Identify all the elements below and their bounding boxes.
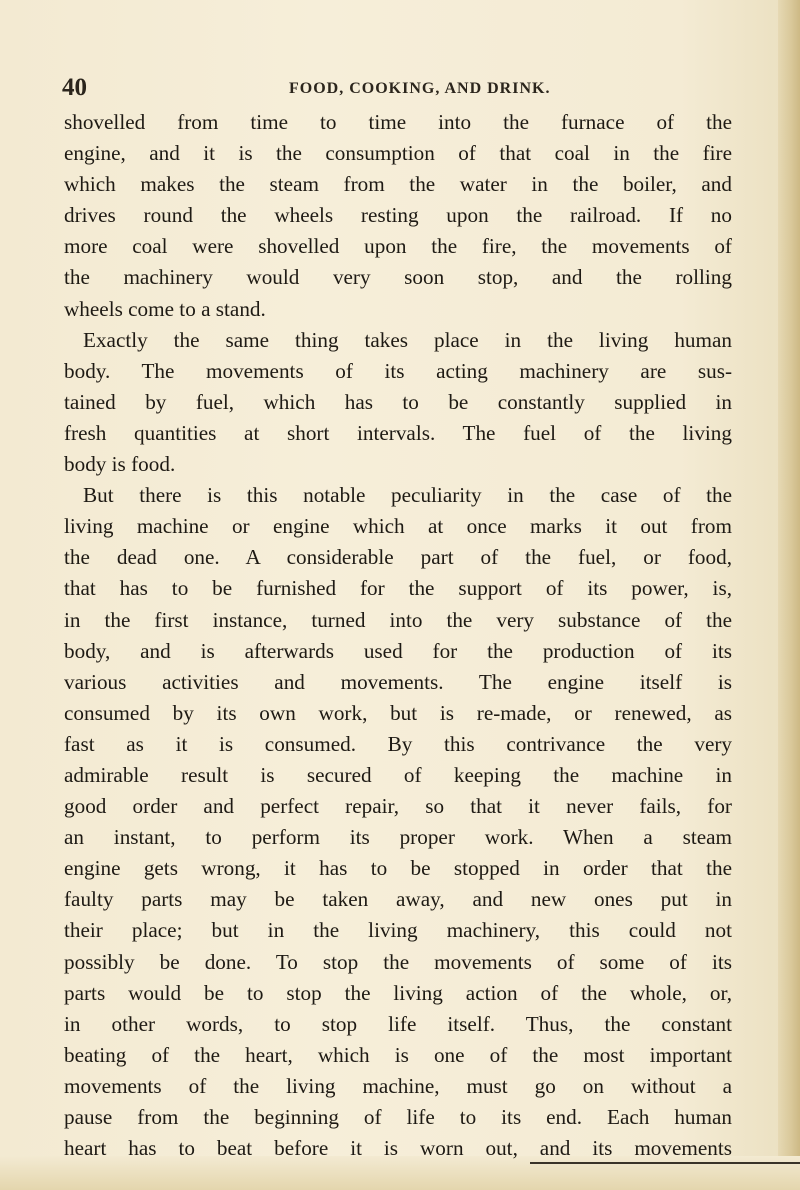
text-line: parts would be to stop the living action of the whole, or, (64, 980, 732, 1005)
text-line: beating of the heart, which is one of the most important (64, 1042, 732, 1067)
text-line: which makes the steam from the water in the boiler, and (64, 172, 732, 197)
text-line: wheels come to a stand. (64, 296, 266, 321)
page-header (62, 74, 792, 106)
text-line: more coal were shovelled upon the fire, the movements of (64, 234, 732, 259)
text-line: body is food. (64, 452, 176, 477)
body-text (64, 107, 732, 1164)
running-head: FOOD, COOKING, AND DRINK. (289, 80, 551, 97)
text-line: movements of the living machine, must go on without a (64, 1073, 732, 1098)
text-line: the machinery would very soon stop, and the rolling (64, 265, 732, 290)
text-line: living machine or engine which at once marks it out from (64, 514, 732, 539)
text-line: their place; but in the living machinery, this could not (64, 918, 732, 943)
text-line: tained by fuel, which has to be constantly supplied in (64, 389, 732, 414)
text-line: engine gets wrong, it has to be stopped in order that the (64, 856, 732, 881)
text-line: pause from the beginning of life to its end. Each human (64, 1105, 732, 1129)
text-line: fast as it is consumed. By this contrivance the very (64, 731, 732, 756)
text-line: that has to be furnished for the support of its power, is, (64, 576, 732, 601)
text-line: an instant, to perform its proper work. When a steam (64, 825, 732, 850)
text-line: drives round the wheels resting upon the railroad. If no (64, 203, 732, 228)
text-line: body, and is afterwards used for the production of its (64, 638, 732, 663)
text-line: But there is this notable peculiarity in the case of the (83, 483, 732, 508)
text-line: consumed by its own work, but is re-made, or renewed, as (64, 700, 732, 725)
text-line: engine, and it is the consumption of that coal in the fire (64, 141, 732, 166)
page-spine-edge (778, 0, 800, 1190)
text-line: possibly be done. To stop the movements of some of its (64, 949, 732, 974)
text-line: Exactly the same thing takes place in the living human (83, 327, 732, 352)
text-line: admirable result is secured of keeping the machine in (64, 762, 732, 787)
text-line: various activities and movements. The engine itself is (64, 669, 732, 694)
page-number: 40 (62, 74, 87, 101)
text-line: fresh quantities at short intervals. The fuel of the living (64, 420, 732, 445)
text-line: the dead one. A considerable part of the fuel, or food, (64, 545, 732, 570)
text-line: good order and perfect repair, so that it never fails, for (64, 794, 732, 819)
text-line: shovelled from time to time into the furnace of the (64, 110, 732, 134)
text-line: heart has to beat before it is worn out, and its movements (64, 1136, 732, 1161)
text-line: body. The movements of its acting machinery are sus- (64, 358, 732, 383)
text-line: in other words, to stop life itself. Thus, the constant (64, 1011, 732, 1036)
text-line: faulty parts may be taken away, and new ones put in (64, 887, 732, 912)
text-line: in the first instance, turned into the very substance of the (64, 607, 732, 632)
